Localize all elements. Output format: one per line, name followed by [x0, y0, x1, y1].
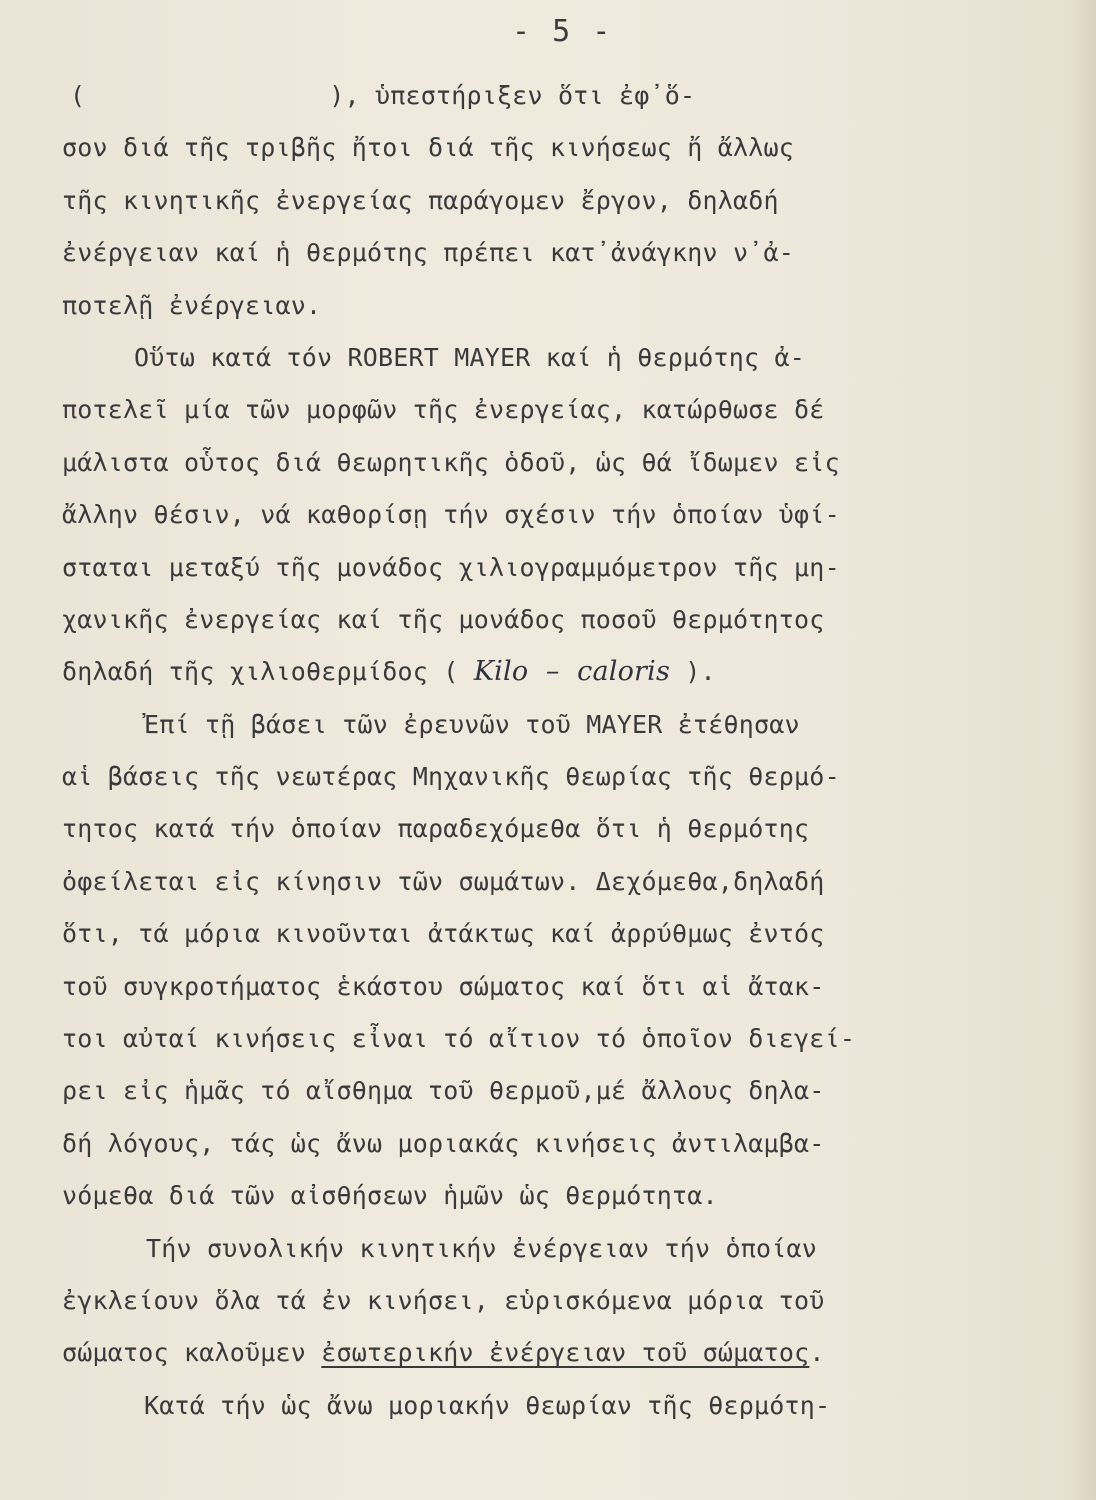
text-line: τοι αὐταί κινήσεις εἶναι τό αἴτιον τό ὁποῖον διεγεί-: [62, 1024, 856, 1054]
text-line-with-handwriting: [62, 646, 1062, 698]
text-line: ὅτι, τά μόρια κινοῦνται ἀτάκτως καί ἀρρύθμως ἐντός: [62, 919, 825, 949]
text-line: ρει εἰς ἡμᾶς τό αἴσθημα τοῦ θερμοῦ,μέ ἄλλους δηλα-: [62, 1076, 825, 1106]
text-line: ἄλλην θέσιν, νά καθορίσῃ τήν σχέσιν τήν ὁποίαν ὑφί-: [62, 500, 840, 530]
text-line: τῆς κινητικῆς ἐνεργείας παράγομεν ἔργον, δηλαδή: [62, 185, 779, 215]
text-segment: σώματος καλοῦμεν: [62, 1338, 307, 1368]
text-segment: .: [809, 1338, 825, 1368]
text-line: σον διά τῆς τριβῆς ἤτοι διά τῆς κινήσεως ἤ ἄλλως: [62, 133, 795, 163]
text-line-with-underline: [62, 1327, 1062, 1379]
text-segment: δηλαδή τῆς χιλιοθερμίδος (: [62, 657, 459, 687]
handwritten-unit: Kilo – caloris: [473, 656, 671, 688]
underlined-term: ἐσωτερικήν ἐνέργειαν τοῦ σώματος: [321, 1338, 810, 1368]
text-line: χανικῆς ἐνεργείας καί τῆς μονάδος ποσοῦ θερμότητος: [62, 604, 825, 634]
text-segment: ).: [670, 657, 716, 687]
paragraph-start: Τήν συνολικήν κινητικήν ἐνέργειαν τήν ὁποίαν: [146, 1233, 818, 1263]
text-line: ἐγκλείουν ὅλα τά ἐν κινήσει, εὑρισκόμενα μόρια τοῦ: [62, 1285, 825, 1315]
text-line: ποτελῇ ἐνέργειαν.: [62, 290, 322, 320]
text-line: ( ), ὑπεστήριξεν ὅτι ἐφ᾿ὅ-: [70, 81, 696, 110]
text-line: ἐνέργειαν καί ἡ θερμότης πρέπει κατ᾿ἀνάγκην ν᾿ἀ-: [62, 238, 795, 268]
text-line: αἱ βάσεις τῆς νεωτέρας Μηχανικῆς θεωρίας τῆς θερμό-: [62, 762, 840, 792]
page-number: - 5 -: [512, 14, 613, 49]
text-line: τητος κατά τήν ὁποίαν παραδεχόμεθα ὅτι ἡ θερμότης: [62, 814, 810, 844]
text-line: τοῦ συγκροτήματος ἑκάστου σώματος καί ὅτι αἱ ἄτακ-: [62, 971, 825, 1001]
paragraph-start: Κατά τήν ὡς ἄνω μοριακήν θεωρίαν τῆς θερμότη-: [144, 1390, 831, 1420]
text-line: νόμεθα διά τῶν αἰσθήσεων ἡμῶν ὡς θερμότητα.: [62, 1181, 718, 1211]
text-line: μάλιστα οὗτος διά θεωρητικῆς ὁδοῦ, ὡς θά ἴδωμεν εἰς: [62, 447, 840, 477]
text-line: δή λόγους, τάς ὡς ἄνω μοριακάς κινήσεις ἀντιλαμβα-: [62, 1128, 825, 1158]
page-edge-shadow: [1070, 0, 1096, 1500]
body-text: [62, 70, 1062, 1432]
text-line: ὀφείλεται εἰς κίνησιν τῶν σωμάτων. Δεχόμεθα,δηλαδή: [62, 866, 825, 896]
text-line: ποτελεῖ μία τῶν μορφῶν τῆς ἐνεργείας, κατώρθωσε δέ: [62, 395, 825, 425]
text-line: σταται μεταξύ τῆς μονάδος χιλιογραμμόμετρον τῆς μη-: [62, 552, 840, 582]
paragraph-start: Οὕτω κατά τόν ROBERT MAYER καί ἡ θερμότης ἀ-: [134, 342, 806, 372]
paragraph-start: Ἐπί τῇ βάσει τῶν ἐρευνῶν τοῦ MAYER ἐτέθησαν: [144, 709, 800, 739]
